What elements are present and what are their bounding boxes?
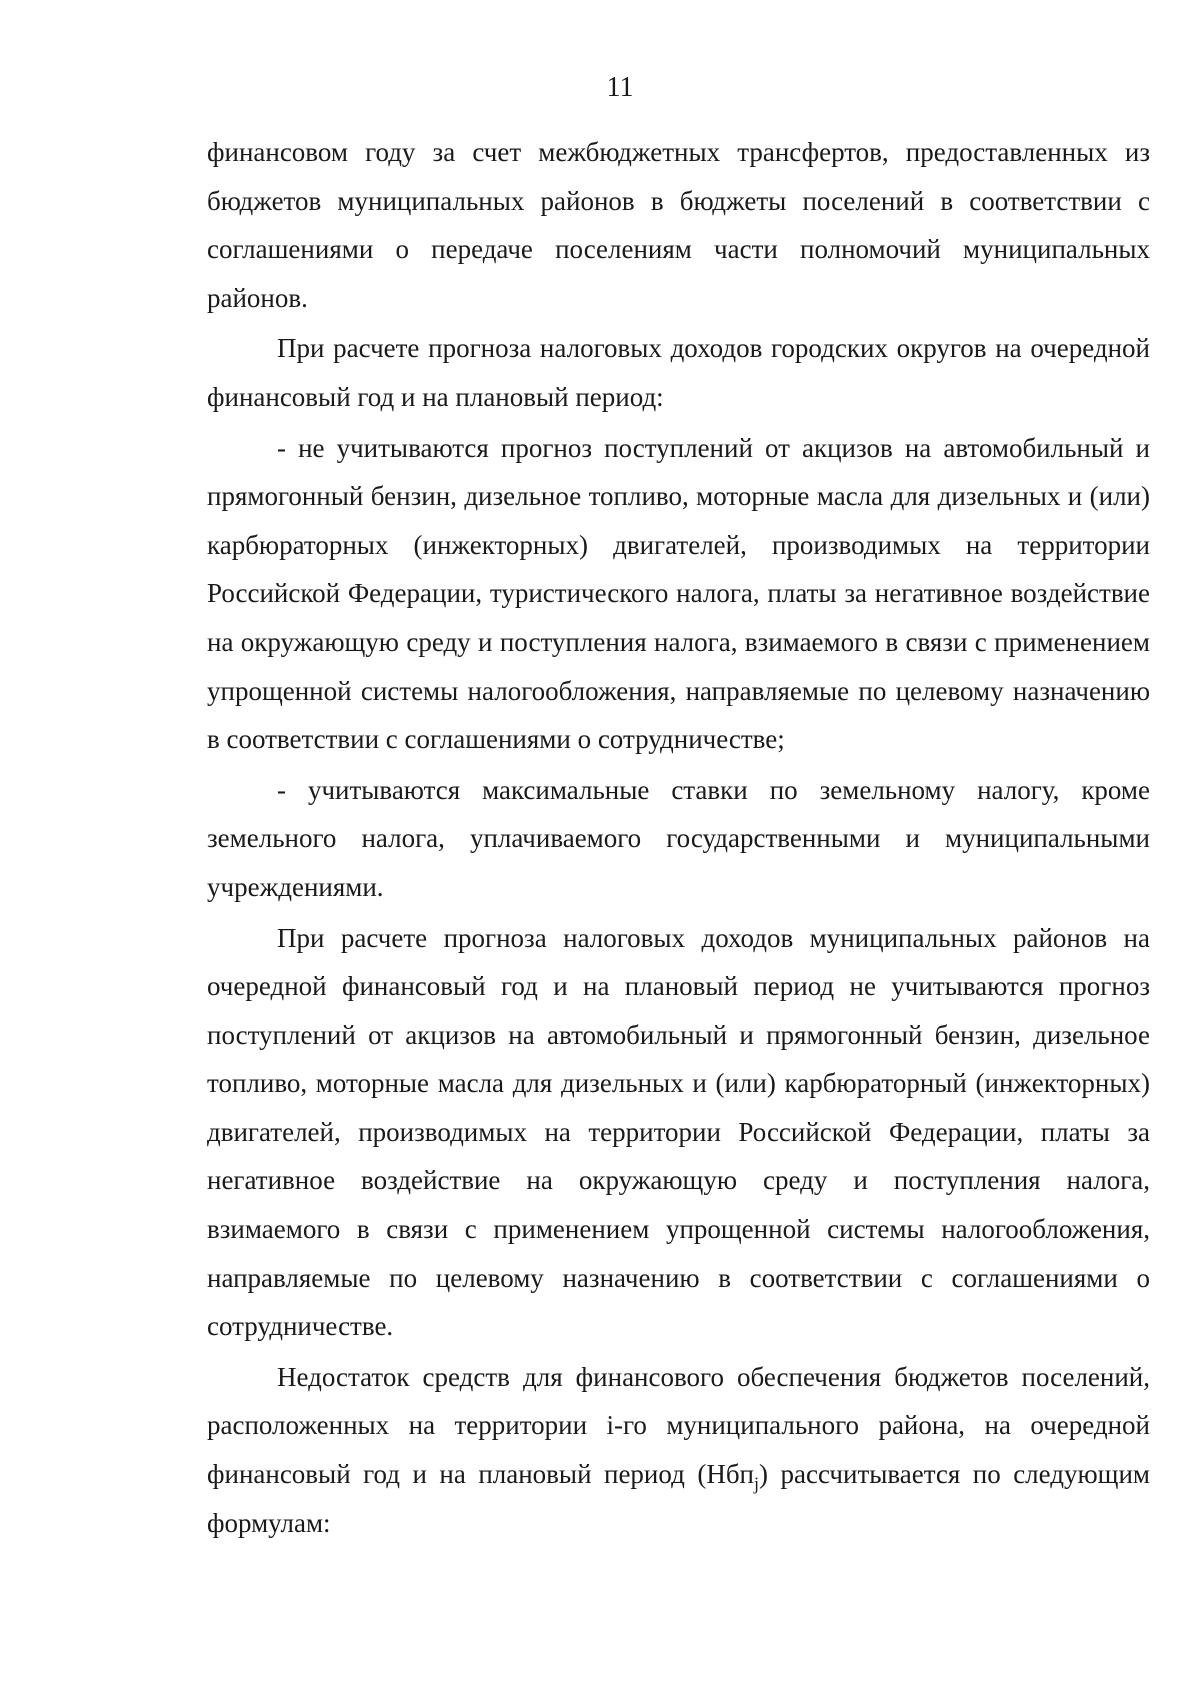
paragraph-municipal-districts: При расчете прогноза налоговых доходов муниципальных районов на очередной финансовый год и на плановый период не учитываются прогноз поступлений от акцизов на автомобильный и прямогонный бензин, дизельное топливо, моторные масла для дизельных и (или) карбюраторный (инжекторных) двигателей, производимых на территории Российской Федерации, платы за негативное воздействие на окружающую среду и поступления налога, взимаемого в связи с применением упрощенной системы налогообложения, направляемые по целевому назначению в соответствии с соглашениями о сотрудничестве. [207,922,1150,1342]
document-body [207,128,1150,1547]
shortage-text-end: ) рассчитывается по следующим формулам: [207,1459,1151,1538]
shortage-text-start: Недостаток средств для финансового обеспечения бюджетов поселений, расположенных на территории i-го муниципального района, на очередной финансовый год и на плановый период (Нбп [207,1361,1150,1490]
paragraph-continuation: финансовом году за счет межбюджетных трансфертов, предоставленных из бюджетов муниципальных районов в бюджеты поселений в соответствии с соглашениями о передаче поселениям части полномочий муниципальных районов. [207,137,1150,313]
paragraph-not-considered: - не учитываются прогноз поступлений от акцизов на автомобильный и прямогонный бензин, дизельное топливо, моторные масла для дизельных и (или) карбюраторных (инжекторных) двигателей, производимых на территории Российской Федерации, туристического налога, платы за негативное воздействие на окружающую среду и поступления налога, взимаемого в связи с применением упрощенной системы налогообложения, направляемые по целевому назначению в соответствии с соглашениями о сотрудничестве; [207,432,1150,755]
paragraph-shortage [207,1353,1150,1547]
paragraph-max-rates: - учитываются максимальные ставки по земельному налогу, кроме земельного налога, уплачиваемого государственными и муниципальными учреждениями. [207,774,1150,902]
paragraph-city-districts: При расчете прогноза налоговых доходов городских округов на очередной финансовый год и на плановый период: [207,333,1150,412]
shortage-subscript: j [754,1473,760,1494]
page-number: 11 [606,72,634,103]
